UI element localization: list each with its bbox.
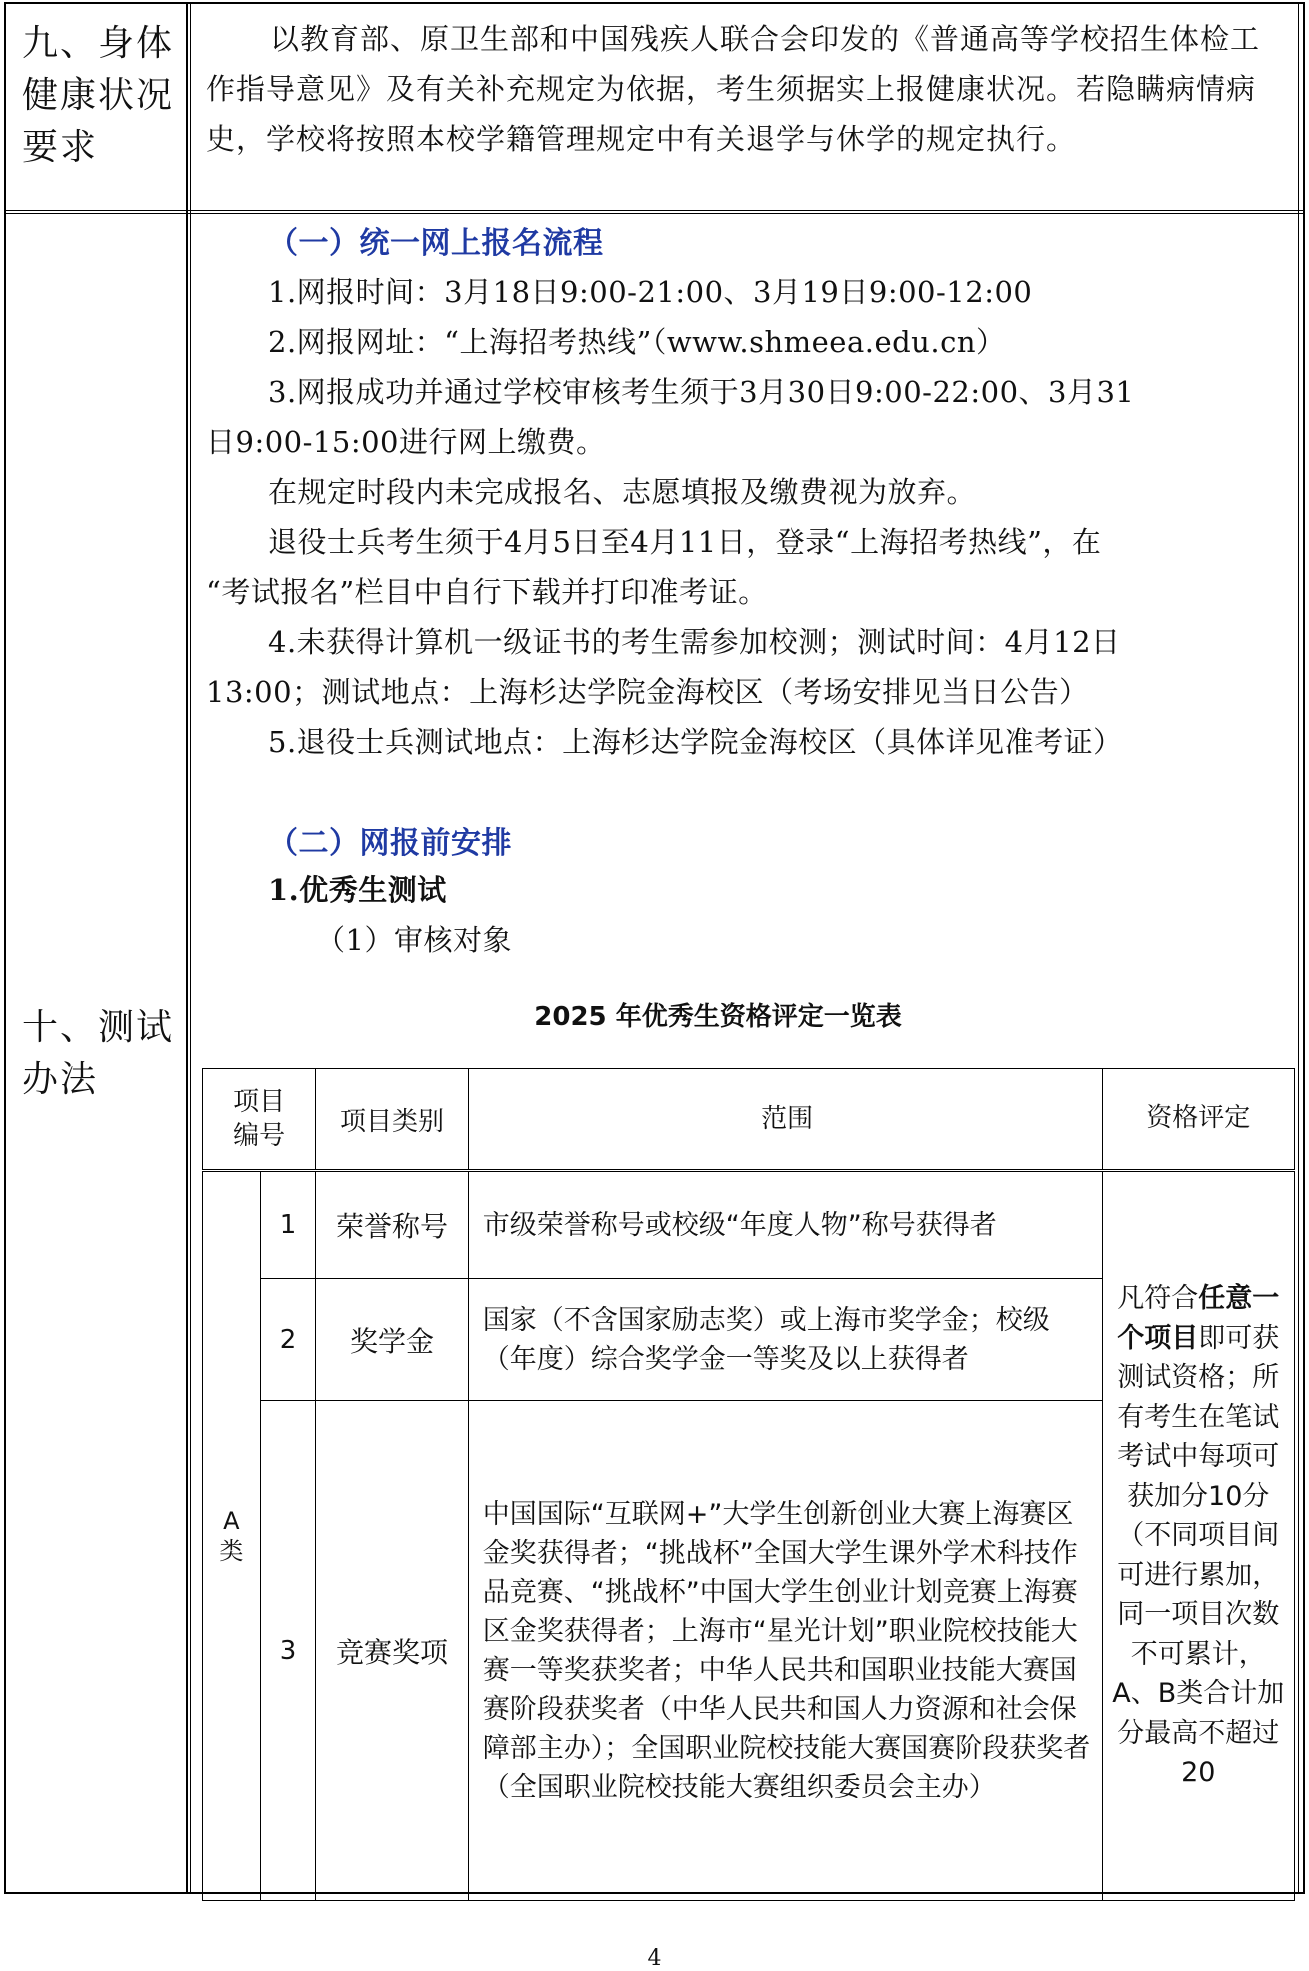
table-title: 2025 年优秀生资格评定一览表 [534,1002,902,1032]
section-10-label: 十、测试办法 [22,1007,175,1100]
row-number: 3 [260,1401,316,1901]
review-target: （1）审核对象 [316,923,512,957]
row-number: 1 [260,1171,316,1279]
heading-online-registration: （一）统一网上报名流程 [268,226,604,261]
row-range: 市级荣誉称号或校级“年度人物”称号获得者 [468,1171,1102,1279]
school-test-line-1: 4.未获得计算机一级证书的考生需参加校测；测试时间：4月12日 [268,625,1121,659]
row-divider [6,210,1303,211]
row-category: 奖学金 [316,1279,468,1401]
column-divider [186,4,188,1892]
payment-line-1: 3.网报成功并通过学校审核考生须于3月30日9:00-22:00、3月31 [268,375,1135,409]
payment-line-2: 日9:00-15:00进行网上缴费。 [206,425,606,459]
school-test-line-2: 13:00；测试地点：上海杉达学院金海校区（考场安排见当日公告） [206,675,1089,709]
section-9-text: 以教育部、原卫生部和中国残疾人联合会印发的《普通高等学校招生体检工作指导意见》及有关补充规定为依据，考生须据实上报健康状况。若隐瞒病情病史，学校将按照本校学籍管理规定中有关退学与休学的规定执行。 [206,22,1261,156]
header-range: 范围 [468,1069,1102,1171]
registration-url: 2.网报网址：“上海招考热线”（www.shmeea.edu.cn） [268,325,1006,359]
right-border-inner [1298,4,1299,1892]
section-9-label: 九、身体健康状况要求 [22,23,175,168]
row-category: 竞赛奖项 [316,1401,468,1901]
header-item-number: 项目 编号 [203,1069,316,1171]
row-divider-inner [6,213,1303,214]
page-frame [4,2,1305,1894]
row-range: 国家（不含国家励志奖）或上海市奖学金；校级（年度）综合奖学金一等奖及以上获得者 [468,1279,1102,1401]
table-header-row [203,1069,1295,1171]
veteran-test-location: 5.退役士兵测试地点：上海杉达学院金海校区（具体详见准考证） [268,725,1123,759]
column-divider-inner [190,4,191,1892]
eval-cell: 凡符合任意一个项目即可获测试资格；所有考生在笔试考试中每项可获加分10分（不同项目间可进行累加，同一项目次数不可累计，A、B类合计加分最高不超过20 [1102,1171,1295,1901]
heading-pre-registration: （二）网报前安排 [268,826,512,861]
veteran-line-1: 退役士兵考生须于4月5日至4月11日，登录“上海招考热线”，在 [268,525,1102,559]
row-range: 中国国际“互联网+”大学生创新创业大赛上海赛区金奖获得者；“挑战杯”全国大学生课外学术科技作品竞赛、“挑战杯”中国大学生创业计划竞赛上海赛区金奖获得者；上海市“星光计划”职业院校技能大赛一等奖获奖者；中华人民共和国职业技能大赛国赛阶段获奖者（中华人民共和国人力资源和社会保障部主办）；全国职业院校技能大赛国赛阶段获奖者（全国职业院校技能大赛组织委员会主办） [468,1401,1102,1901]
abandon-notice: 在规定时段内未完成报名、志愿填报及缴费视为放弃。 [268,475,977,509]
header-eval: 资格评定 [1102,1069,1295,1171]
page-number: 4 [647,1946,662,1971]
veteran-line-2: “考试报名”栏目中自行下载并打印准考证。 [206,575,768,609]
table-row [203,1171,1295,1279]
registration-time: 1.网报时间：3月18日9:00-21:00、3月19日9:00-12:00 [268,275,1033,309]
header-category: 项目类别 [316,1069,468,1171]
class-a-cell: A 类 [203,1171,261,1901]
row-number: 2 [260,1279,316,1401]
row-category: 荣誉称号 [316,1171,468,1279]
qualification-table [202,1068,1295,1901]
excellent-student-test: 1.优秀生测试 [268,873,447,907]
